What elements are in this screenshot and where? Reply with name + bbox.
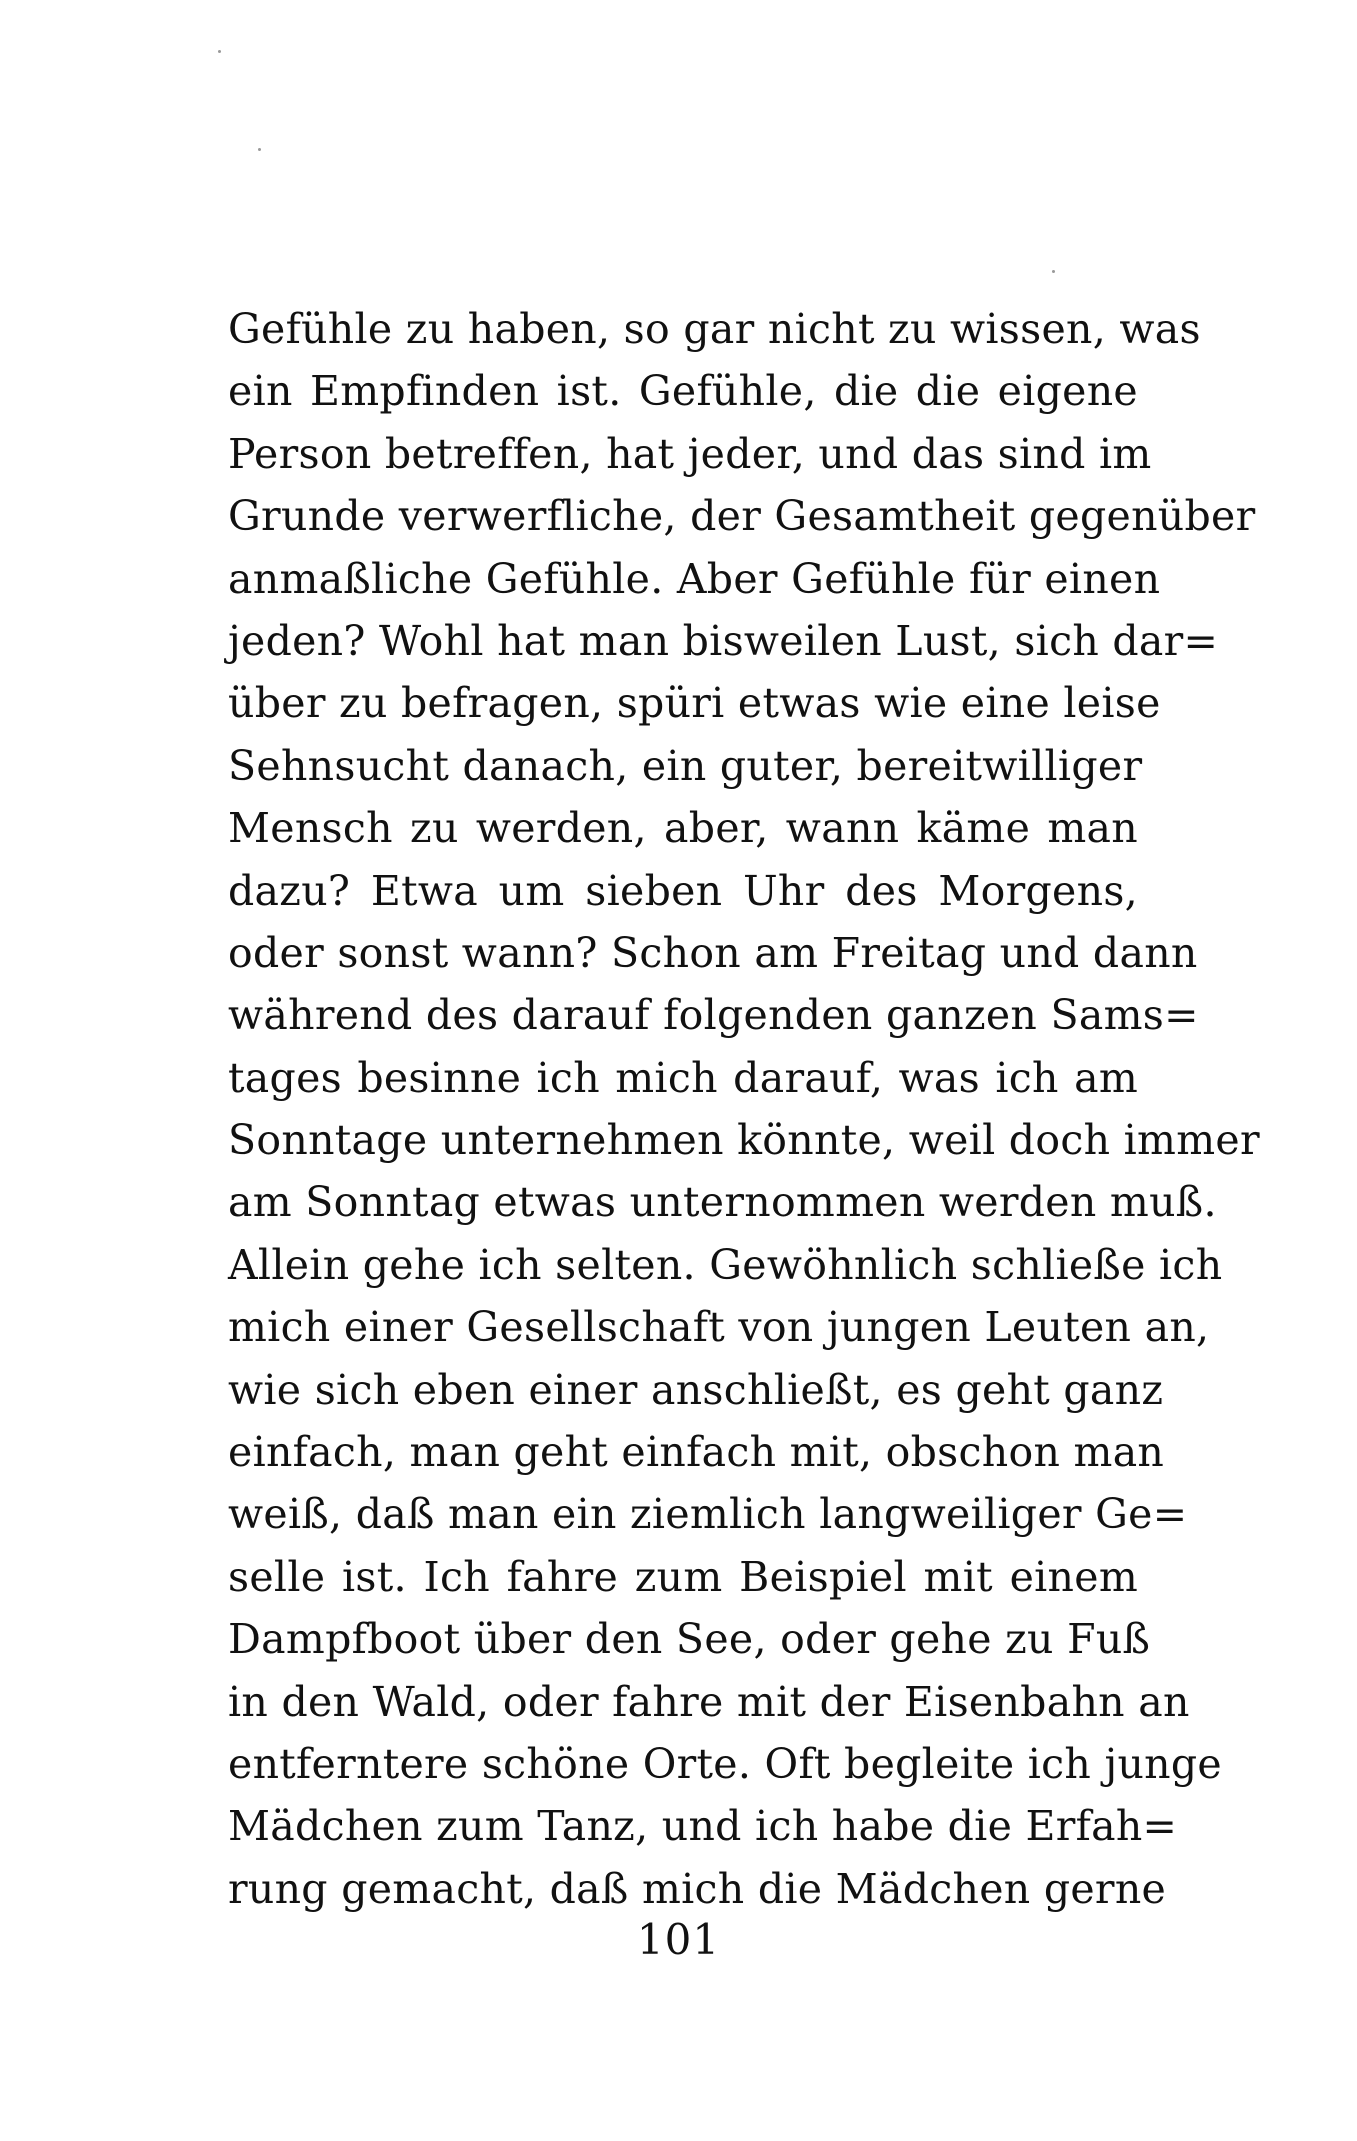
- text-line: mich einer Gesellschaft von jungen Leuten an,: [228, 1303, 1210, 1352]
- text-line: dazu? Etwa um sieben Uhr des Morgens,: [228, 866, 1138, 915]
- paper-speck: [218, 50, 221, 53]
- paper-speck: [258, 148, 261, 151]
- page-number: 101: [636, 1915, 721, 1964]
- text-line: am Sonntag etwas unternommen werden muß.: [228, 1178, 1217, 1227]
- text-line: Allein gehe ich selten. Gewöhnlich schließe ich: [228, 1240, 1223, 1289]
- text-line: Dampfboot über den See, oder gehe zu Fuß: [228, 1615, 1151, 1664]
- text-line: anmaßliche Gefühle. Aber Gefühle für einen: [228, 554, 1161, 603]
- text-line: Mädchen zum Tanz, und ich habe die Erfah=: [228, 1802, 1178, 1851]
- text-line: einfach, man geht einfach mit, obschon man: [228, 1428, 1165, 1477]
- text-line: Sehnsucht danach, ein guter, bereitwilliger: [228, 741, 1143, 790]
- text-line: weiß, daß man ein ziemlich langweiliger Ge=: [228, 1490, 1188, 1539]
- text-line: ein Empfinden ist. Gefühle, die die eigene: [228, 367, 1138, 416]
- text-line: während des darauf folgenden ganzen Sams=: [228, 991, 1199, 1040]
- text-line: oder sonst wann? Schon am Freitag und dann: [228, 928, 1198, 977]
- paper-speck: [1052, 270, 1055, 273]
- text-line: Grunde verwerfliche, der Gesamtheit gegenüber: [228, 492, 1256, 541]
- body-text: [228, 298, 1260, 1920]
- text-line: jeden? Wohl hat man bisweilen Lust, sich dar=: [228, 616, 1219, 665]
- text-line: Sonntage unternehmen könnte, weil doch immer: [228, 1116, 1260, 1165]
- text-line: über zu befragen, spüri etwas wie eine leise: [228, 679, 1161, 728]
- text-line: rung gemacht, daß mich die Mädchen gerne: [228, 1864, 1167, 1913]
- text-line: selle ist. Ich fahre zum Beispiel mit einem: [228, 1552, 1138, 1601]
- text-line: in den Wald, oder fahre mit der Eisenbahn an: [228, 1677, 1190, 1726]
- text-line: Person betreffen, hat jeder, und das sind im: [228, 429, 1152, 478]
- text-line: tages besinne ich mich darauf, was ich am: [228, 1053, 1138, 1102]
- text-line: Gefühle zu haben, so gar nicht zu wissen, was: [228, 305, 1201, 353]
- text-line: Mensch zu werden, aber, wann käme man: [228, 804, 1138, 853]
- text-line: wie sich eben einer anschließt, es geht ganz: [228, 1365, 1164, 1414]
- text-line: entferntere schöne Orte. Oft begleite ich junge: [228, 1739, 1222, 1788]
